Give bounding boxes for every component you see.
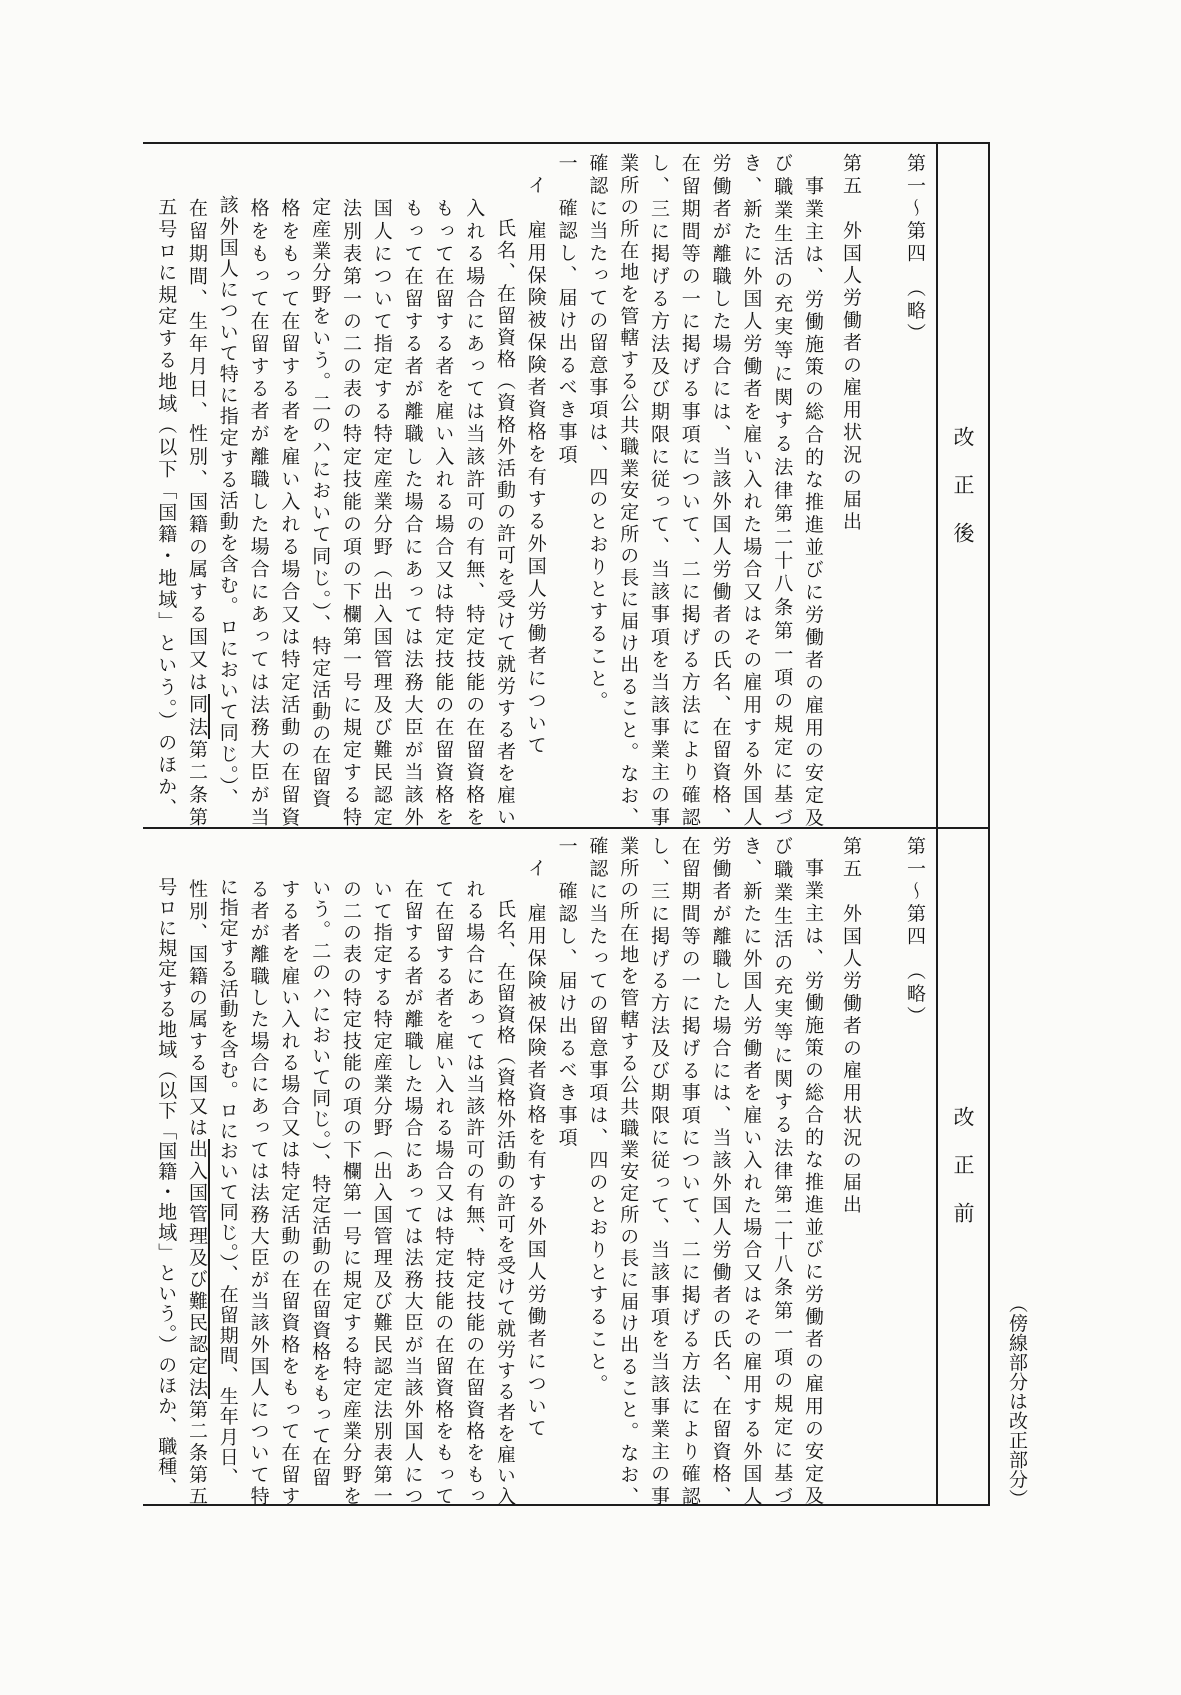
section-before-amendment-text xyxy=(143,836,937,1510)
text-column: る者が離職した場合にあっては法務大臣が当該外国人について特 xyxy=(247,879,269,1508)
text-column: 五号ロに規定する地域（以下「国籍・地域」という。）のほか、 xyxy=(155,196,177,820)
text-column: 第一～第四 （略） xyxy=(904,836,925,1029)
text-column: 国人について指定する特定産業分野（出入国管理及び難民認定 xyxy=(370,198,392,830)
text-column: 格をもって在留する者が離職した場合にあっては法務大臣が当 xyxy=(247,198,269,830)
text-column: 在留期間、生年月日、性別、国籍の属する国又は同法第二条第 xyxy=(185,153,207,830)
text-column: 氏名、在留資格（資格外活動の許可を受けて就労する者を雇い xyxy=(494,218,515,829)
text-column: 業所の所在地を管轄する公共職業安定所の長に届け出ること。なお、 xyxy=(617,836,639,1508)
text-column: て在留する者を雇い入れる場合又は特定技能の在留資格をもって xyxy=(432,879,454,1508)
text-column: 定産業分野をいう。二のハにおいて同じ。）、特定活動の在留資 xyxy=(309,196,331,810)
revision-sideline: 同法 xyxy=(186,694,210,739)
text-column: 氏名、在留資格（資格外活動の許可を受けて就労する者を雇い入 xyxy=(494,898,515,1508)
text-column: 確認に当たっての留意事項は、四のとおりとすること。 xyxy=(586,836,608,1396)
text-column: の二の表の特定技能の項の下欄第一号に規定する特定産業分野を xyxy=(340,879,361,1508)
text-column: れる場合にあっては当該許可の有無、特定技能の在留資格をもっ xyxy=(463,879,485,1508)
text-column: 在留期間等の一に掲げる事項について、二に掲げる方法により確認 xyxy=(678,836,700,1509)
text-column: 労働者が離職した場合には、当該外国人労働者の氏名、在留資格、 xyxy=(709,836,731,1509)
text-column: 労働者が離職した場合には、当該外国人労働者の氏名、在留資格、 xyxy=(709,153,731,830)
text-column: いて指定する特定産業分野（出入国管理及び難民認定法別表第一 xyxy=(370,879,392,1508)
text-column: 該外国人について特に指定する活動を含む。ロにおいて同じ。）、 xyxy=(216,195,238,810)
text-column: び職業生活の充実等に関する法律第二十八条第一項の規定に基づ xyxy=(771,153,793,831)
text-column: に指定する活動を含む。ロにおいて同じ。）、在留期間、生年月日、 xyxy=(216,876,238,1488)
text-column: 第五 外国人労働者の雇用状況の届出 xyxy=(840,153,861,534)
section-label-before-amendment: 改正前 xyxy=(951,1106,975,1250)
text-column: もって在留する者を雇い入れる場合又は特定技能の在留資格を xyxy=(432,198,454,830)
text-column: 一 確認し、届け出るべき事項 xyxy=(555,836,577,1150)
text-column: 業所の所在地を管轄する公共職業安定所の長に届け出ること。なお、 xyxy=(617,153,639,829)
text-column: し、三に掲げる方法及び期限に従って、当該事項を当該事業主の事 xyxy=(648,836,669,1509)
text-column: 号ロに規定する地域（以下「国籍・地域」という。）のほか、職種、 xyxy=(155,876,177,1497)
text-column: び職業生活の充実等に関する法律第二十八条第一項の規定に基づ xyxy=(771,836,793,1510)
text-column: イ 雇用保険被保険者資格を有する外国人労働者について xyxy=(524,858,546,1441)
text-column: 一 確認し、届け出るべき事項 xyxy=(555,153,577,467)
text-column: 事業主は、労働施策の総合的な推進並びに労働者の雇用の安定及 xyxy=(802,175,823,830)
text-column: 法別表第一の二の表の特定技能の項の下欄第一号に規定する特 xyxy=(340,198,361,830)
text-column: 在留する者が離職した場合にあっては法務大臣が当該外国人につ xyxy=(401,879,423,1508)
text-column: いう。二のハにおいて同じ。）、特定活動の在留資格をもって在留 xyxy=(309,877,331,1488)
text-column: 第五 外国人労働者の雇用状況の届出 xyxy=(840,836,861,1217)
table-border-right xyxy=(988,142,990,1506)
text-column: 第一～第四 （略） xyxy=(904,153,925,346)
section-label-after-amendment: 改正後 xyxy=(951,426,975,570)
text-column: 確認に当たっての留意事項は、四のとおりとすること。 xyxy=(586,153,608,713)
text-column: き、新たに外国人労働者を雇い入れた場合又はその雇用する外国人 xyxy=(740,153,762,830)
text-column: する者を雇い入れる場合又は特定活動の在留資格をもって在留す xyxy=(278,879,300,1508)
section-after-amendment-text xyxy=(143,153,937,831)
text-column: もって在留する者が離職した場合にあっては法務大臣が当該外 xyxy=(401,198,423,830)
table-border-top xyxy=(143,142,990,144)
text-column: 入れる場合にあっては当該許可の有無、特定技能の在留資格を xyxy=(463,198,485,830)
text-column: 性別、国籍の属する国又は出入国管理及び難民認定法第二条第五 xyxy=(185,836,207,1508)
text-column: 在留期間等の一に掲げる事項について、二に掲げる方法により確認 xyxy=(678,153,700,830)
text-column: イ 雇用保険被保険者資格を有する外国人労働者について xyxy=(524,175,546,758)
text-column: し、三に掲げる方法及び期限に従って、当該事項を当該事業主の事 xyxy=(648,153,669,830)
revision-sideline: 出入国管理及び難民認定法 xyxy=(186,1139,210,1399)
text-column: 事業主は、労働施策の総合的な推進並びに労働者の雇用の安定及 xyxy=(802,858,823,1509)
text-column: き、新たに外国人労働者を雇い入れた場合又はその雇用する外国人 xyxy=(740,836,762,1509)
revision-note: （傍線部分は改正部分） xyxy=(1006,1294,1027,1509)
table-border-middle xyxy=(143,827,990,829)
text-column: 格をもって在留する者を雇い入れる場合又は特定活動の在留資 xyxy=(278,198,300,830)
